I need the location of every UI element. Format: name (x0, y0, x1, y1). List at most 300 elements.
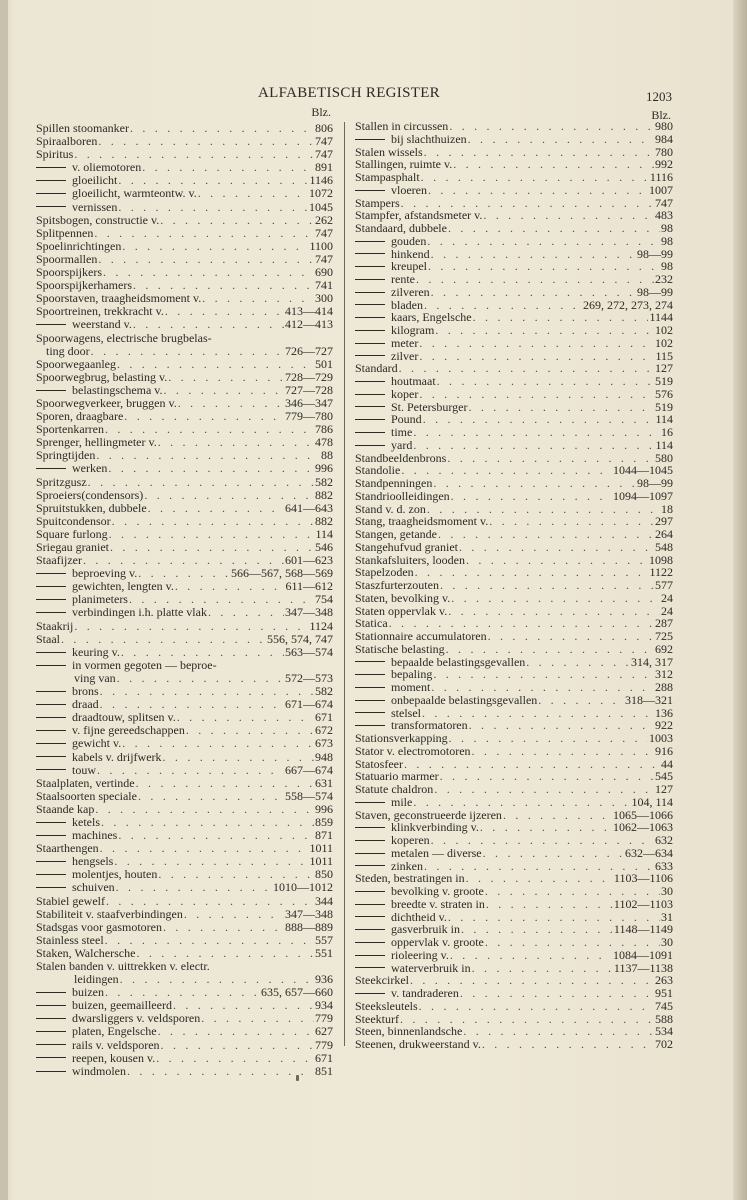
entry-term-text: zilveren (391, 284, 430, 299)
repeat-dash (36, 652, 66, 653)
dot-leader (448, 605, 660, 618)
entry-term-text: kreupel (391, 259, 427, 274)
entry-page: 297 (655, 514, 673, 529)
dot-leader (177, 711, 314, 724)
entry-term-text: schuiven (72, 880, 115, 895)
entry-page: 556, 574, 747 (267, 631, 333, 646)
dot-leader (449, 732, 648, 745)
entry-page: 948 (315, 749, 333, 764)
entry-page: 30 (661, 935, 673, 949)
repeat-dash (355, 317, 385, 318)
entry-term-text: Statosfeer (355, 756, 403, 771)
entry-page: 725 (655, 629, 673, 643)
entry-term-text: waterverbruik in (391, 960, 471, 975)
dot-leader (160, 214, 314, 227)
entry-page: 671—674 (285, 697, 333, 712)
entry-page: 98 (661, 221, 673, 235)
entry-term-text: v. fijne gereedschappen (72, 723, 185, 738)
entry-page: 288 (655, 680, 673, 694)
entry-term-text: Stand v. d. zon (355, 501, 426, 516)
entry-term-text: brons (72, 684, 99, 699)
entry-term-text: Spruitstukken, dubbele (36, 500, 147, 515)
entry-term-text: gewicht v. (72, 736, 122, 751)
dot-leader (433, 477, 636, 490)
dot-leader (419, 337, 654, 350)
entry-term-text: Standbeeldenbrons (355, 450, 447, 465)
dot-leader (413, 426, 660, 439)
entry-term-text: Spoortreinen, trekkracht v. (36, 304, 164, 319)
entry-page: 1011 (309, 854, 333, 869)
entry-page: 996 (315, 461, 333, 476)
index-entry (355, 1000, 673, 1013)
dot-leader (423, 413, 655, 426)
repeat-dash (36, 1057, 66, 1058)
dot-leader (413, 439, 654, 452)
entry-page: 519 (655, 374, 673, 388)
page-number: 1203 (646, 89, 672, 104)
entry-term-text: Statica (355, 616, 388, 631)
entry-page: 1011 (309, 841, 333, 856)
entry-term-text: Stainless steel (36, 932, 104, 947)
entry-page: 31 (661, 909, 673, 924)
entry-term-text: rente (391, 272, 415, 286)
entry-page: 1045 (309, 199, 333, 214)
entry-term (36, 659, 217, 672)
entry-term-text: Stankafsluiters, looden (355, 552, 465, 567)
repeat-dash (355, 802, 385, 803)
dot-leader (449, 120, 654, 133)
dot-leader (472, 745, 654, 758)
entry-term-text: Sporen, draagbare (36, 409, 124, 424)
dot-leader (208, 606, 284, 619)
dot-leader (94, 227, 314, 240)
repeat-dash (355, 891, 385, 892)
entry-page: 780 (655, 144, 673, 159)
repeat-dash (36, 874, 66, 875)
entry-page: 582 (315, 474, 333, 489)
dot-leader (463, 1025, 654, 1038)
entry-page: 632 (655, 833, 673, 847)
dot-leader (419, 350, 654, 363)
dot-leader (459, 541, 654, 554)
dot-leader (526, 656, 630, 669)
entry-term-text: gloeilicht (72, 173, 118, 188)
dot-leader (483, 209, 654, 222)
repeat-dash (355, 304, 385, 305)
entry-page: 1072 (309, 186, 333, 201)
dot-leader (431, 248, 636, 261)
entry-page: 882 (315, 487, 333, 502)
entry-page: 1094—1097 (613, 488, 673, 503)
entry-page: 478 (315, 435, 333, 450)
repeat-dash (355, 330, 385, 331)
entry-term-text: kabels v. drijfwerk (72, 749, 162, 764)
dot-leader (109, 528, 315, 541)
dot-leader (96, 449, 320, 462)
entry-term-text: rioleering v. (391, 947, 449, 962)
entry-term-text: kaars, Engelsche (391, 310, 472, 325)
repeat-dash (355, 406, 385, 407)
entry-term-text: Spoorspijkers (36, 265, 102, 280)
entry-page: 546 (315, 540, 333, 554)
entry-page: 859 (315, 814, 333, 829)
repeat-dash (36, 769, 66, 770)
repeat-dash (355, 929, 385, 930)
dot-leader (161, 1039, 314, 1052)
entry-page: 1007 (649, 182, 673, 197)
entry-term-text: Spitsbogen, constructie v. (36, 212, 160, 227)
entry-term-text: Staten, bevolking v. (355, 590, 451, 605)
entry-page: 673 (315, 736, 333, 751)
entry-term-text: bepaalde belastingsgevallen (391, 654, 526, 669)
repeat-dash (355, 419, 385, 420)
repeat-dash (355, 343, 385, 344)
entry-term-text: touw (72, 762, 96, 777)
entry-term-text: Splitpennen (36, 225, 94, 240)
entry-term-text: St. Petersburger (391, 399, 468, 414)
entry-term-text: windmolen (72, 1063, 126, 1078)
entry-term-text: Stampfer, afstandsmeter v. (355, 208, 483, 223)
dot-leader (100, 685, 314, 698)
entry-term-text: weerstand v. (72, 317, 132, 332)
entry-page: 24 (661, 603, 673, 618)
entry-term-text: Spoelinrichtingen (36, 238, 122, 253)
entry-page: 671 (315, 1050, 333, 1065)
dot-leader (117, 672, 284, 685)
dot-leader (144, 489, 314, 502)
repeat-dash (36, 717, 66, 718)
entry-page: 1100 (309, 238, 333, 253)
entry-term-text: gouden (391, 233, 427, 248)
repeat-dash (355, 840, 385, 841)
entry-term-text: koper (391, 386, 419, 401)
repeat-dash (355, 865, 385, 866)
repeat-dash (355, 725, 385, 726)
entry-term-text: vernissen (72, 199, 118, 214)
entry-page: 114 (315, 526, 333, 541)
dot-leader (469, 719, 654, 732)
entry-page: 501 (315, 356, 333, 371)
entry-term-text: time (391, 425, 413, 439)
dot-leader (148, 502, 284, 515)
entry-term-text: Square furlong (36, 526, 108, 541)
repeat-dash (36, 730, 66, 731)
entry-term-text: metalen — diverse (391, 845, 482, 860)
entry-page: 1137—1138 (613, 960, 673, 975)
entry-page: 483 (655, 208, 673, 223)
entry-term-text: Sproeiers(condensors) (36, 487, 144, 502)
repeat-dash (355, 381, 385, 382)
dot-leader (486, 898, 613, 911)
entry-page: 702 (655, 1037, 673, 1051)
repeat-dash (355, 432, 385, 433)
repeat-dash (355, 916, 385, 917)
entry-page: 548 (655, 539, 673, 554)
index-entry (355, 350, 673, 363)
entry-term-text: beproeving v. (72, 566, 138, 581)
dot-leader (451, 592, 660, 605)
entry-term-text: Spoorspijkerhamers (36, 278, 132, 293)
repeat-dash (36, 665, 66, 666)
entry-term-text: Standaard, dubbele (355, 221, 447, 235)
dot-leader (198, 187, 308, 200)
entry-term (36, 633, 60, 646)
repeat-dash (355, 827, 385, 828)
entry-term-text: Statute chaldron (355, 782, 434, 796)
dot-leader (473, 311, 649, 324)
entry-page: 916 (655, 743, 673, 758)
dot-leader (74, 620, 308, 633)
index-column-left (36, 103, 333, 1078)
entry-term-text: Spoorwegverkeer, bruggen v. (36, 395, 177, 410)
entry-page: 632—634 (625, 845, 673, 860)
dot-leader (175, 580, 285, 593)
entry-page: 779 (315, 1011, 333, 1026)
entry-term-text: Steekturf (355, 1011, 399, 1026)
dot-leader (421, 171, 649, 184)
repeat-dash (36, 468, 66, 469)
entry-term (36, 1065, 126, 1078)
entry-page: 786 (315, 422, 333, 437)
repeat-dash (355, 853, 385, 854)
entry-term-text: oppervlak v. groote (391, 935, 484, 949)
entry-term-text: Spoorstaven, traagheidsmoment v. (36, 291, 202, 306)
entry-page: 563—574 (285, 644, 333, 659)
entry-page: 692 (655, 641, 673, 656)
entry-term-text: Spoorwegbrug, belasting v. (36, 369, 168, 384)
dot-leader (480, 821, 612, 834)
entry-term-text: Steden, bestratingen in (355, 871, 465, 886)
repeat-dash (36, 324, 66, 325)
entry-page: 747 (655, 195, 673, 210)
entry-page: 582 (315, 684, 333, 699)
dot-leader (472, 962, 613, 975)
entry-term-text: buizen, geemailleerd (72, 998, 172, 1013)
entry-term-text: platen, Engelsche (72, 1024, 157, 1039)
entry-page: 951 (655, 986, 673, 1000)
dot-leader (415, 566, 649, 579)
index-entry (355, 1038, 673, 1051)
entry-term-text: Steen, binnenlandsche (355, 1024, 463, 1039)
repeat-dash (355, 661, 385, 662)
entry-page: 1062—1063 (613, 820, 673, 835)
dot-leader (165, 305, 284, 318)
entry-term-text: Standrioolleidingen (355, 488, 450, 503)
index-entry (36, 1065, 333, 1078)
entry-term-text: Steeksleutels (355, 998, 418, 1013)
entry-page: 534 (655, 1024, 673, 1039)
entry-term-text: Stang, traagheidsmoment v. (355, 514, 489, 529)
entry-page: 745 (655, 998, 673, 1013)
entry-term-text: reepen, kousen v. (72, 1050, 156, 1065)
entry-page: 88 (321, 448, 333, 463)
entry-term-text: Stationnaire accumulatoren (355, 629, 487, 643)
entry-page: 102 (655, 323, 673, 337)
entry-page: 888—889 (285, 919, 333, 934)
entry-page: 611—612 (285, 579, 333, 594)
entry-term-text: Staven, geconstrueerde ijzeren (355, 807, 502, 822)
entry-term-text: Stadsgas voor gasmotoren (36, 919, 162, 934)
entry-page: 44 (661, 756, 673, 771)
entry-page: 1065—1066 (613, 807, 673, 822)
page-title: ALFABETISCH REGISTER (258, 85, 440, 101)
entry-term-text: Spiritus (36, 147, 74, 162)
dot-leader (468, 401, 654, 414)
dot-leader (112, 515, 314, 528)
entry-page: 633 (655, 858, 673, 873)
entry-page: 1044—1045 (613, 463, 673, 478)
entry-term-text: Stator v. electromotoren (355, 743, 471, 758)
dot-leader (399, 362, 654, 375)
repeat-dash (36, 599, 66, 600)
entry-page: 127 (655, 782, 673, 796)
entry-term-text: bij slachthuizen (391, 131, 467, 146)
entry-page: 346—347 (285, 395, 333, 410)
entry-term-text: stelsel (391, 705, 421, 720)
entry-term-text: Stabiliteit v. staafverbindingen (36, 906, 183, 921)
entry-page: 1146 (309, 173, 333, 188)
dot-leader (485, 885, 660, 898)
dot-leader (142, 161, 314, 174)
entry-page: 747 (315, 134, 333, 149)
repeat-dash (36, 573, 66, 574)
entry-term-text: Stampasphalt (355, 170, 420, 184)
entry-term-text: Spiraalboren (36, 134, 98, 149)
entry-page: 851 (315, 1063, 333, 1078)
entry-page: 558—574 (285, 788, 333, 803)
entry-term-text: Pound (391, 412, 422, 427)
entry-term-text: leidingen (74, 972, 119, 987)
repeat-dash (36, 1005, 66, 1006)
entry-term-text: rails v. veldsporen (72, 1037, 160, 1052)
entry-term-text: zinken (391, 858, 423, 873)
repeat-dash (36, 1031, 66, 1032)
entry-term-text: bevolking v. groote (391, 884, 484, 898)
repeat-dash (36, 612, 66, 613)
entry-page: 1102—1103 (613, 896, 673, 911)
index-column-right (355, 103, 673, 1051)
entry-page: 871 (315, 828, 333, 843)
entry-page: 412—413 (285, 317, 333, 332)
entry-term-text: Stalen banden v. uittrekken v. electr. (36, 959, 210, 973)
dot-leader (124, 410, 284, 423)
entry-page: 557 (315, 932, 333, 947)
entry-term-text: breedte v. straten in (391, 896, 485, 911)
index-entries-right (355, 120, 673, 1051)
ink-mark (296, 1075, 299, 1081)
entry-term-text: Staande kap (36, 801, 95, 816)
dot-leader (103, 266, 314, 279)
index-entry (355, 184, 673, 197)
entry-page: 631 (315, 775, 333, 790)
entry-page: 779 (315, 1037, 333, 1052)
dot-leader (158, 1025, 314, 1038)
repeat-dash (355, 955, 385, 956)
repeat-dash (36, 992, 66, 993)
entry-page: 741 (315, 278, 333, 293)
entry-term-text: dichtheid v. (391, 909, 447, 924)
entry-term-text: Spuitcondensor (36, 513, 111, 528)
entry-page: 1003 (649, 731, 673, 745)
entry-page: 1103—1106 (613, 871, 673, 886)
entry-page: 1144 (649, 310, 673, 325)
dot-leader (483, 847, 624, 860)
entry-page: 264 (655, 527, 673, 541)
entry-page: 922 (655, 718, 673, 733)
entry-term-text: Staal (36, 631, 60, 646)
entry-term-text: koperen (391, 833, 430, 847)
entry-page: 98—99 (637, 284, 673, 299)
entry-term-text: molentjes, houten (72, 867, 158, 882)
dot-leader (116, 881, 272, 894)
dot-leader (101, 816, 314, 829)
repeat-dash (36, 206, 66, 207)
dot-leader (437, 375, 654, 388)
dot-leader (186, 724, 314, 737)
entry-term (36, 148, 73, 161)
entry-page: 671 (315, 710, 333, 725)
dot-leader (404, 758, 660, 771)
entry-page: 747 (315, 251, 333, 266)
entry-page: 672 (315, 723, 333, 738)
entry-term-text: verbindingen i.h. platte vlak (72, 605, 207, 620)
entry-term-text: onbepaalde belastingsgevallen (391, 692, 538, 707)
entry-term-text: zilver (391, 348, 419, 363)
entry-page: 1124 (309, 618, 333, 633)
entry-page: 262 (315, 212, 333, 227)
entry-page: 641—643 (285, 500, 333, 515)
entry-page: 318—321 (625, 692, 673, 707)
repeat-dash (355, 967, 385, 968)
entry-term-text: meter (391, 335, 419, 350)
entry-term-text: Stalen wissels (355, 144, 423, 159)
entry-term-text: gloeilicht, warmteontw. v. (72, 186, 197, 201)
dot-leader (460, 987, 654, 1000)
repeat-dash (36, 1044, 66, 1045)
dot-leader (485, 936, 660, 949)
entry-term (36, 751, 162, 764)
entry-term-text: Spillen stoomanker (36, 121, 129, 135)
repeat-dash (355, 700, 385, 701)
repeat-dash (355, 942, 385, 943)
repeat-dash (355, 993, 385, 994)
dot-leader (105, 934, 314, 947)
repeat-dash (355, 712, 385, 713)
entry-page: 545 (655, 769, 673, 784)
repeat-dash (36, 1018, 66, 1019)
dot-leader (416, 273, 654, 286)
entry-term-text: Stallingen, ruimte v. (355, 157, 453, 172)
entry-term-text: Staken, Walchersche (36, 945, 136, 960)
entry-page: 1122 (649, 565, 673, 580)
repeat-dash (355, 279, 385, 280)
entry-page: 232 (655, 272, 673, 286)
entry-page: 115 (655, 348, 673, 363)
entry-term-text: Stampers (355, 195, 400, 210)
dot-leader (431, 286, 636, 299)
entry-page: 114 (655, 412, 673, 427)
entry-term-text: Spoormallen (36, 251, 98, 266)
index-entries-left (36, 122, 333, 1078)
dot-leader (468, 133, 654, 146)
entry-page: 102 (655, 335, 673, 350)
dot-leader (136, 777, 314, 790)
index-entry (36, 606, 333, 619)
dot-leader (201, 1012, 314, 1025)
dot-leader (466, 554, 648, 567)
dot-leader (451, 490, 612, 503)
repeat-dash (36, 704, 66, 705)
